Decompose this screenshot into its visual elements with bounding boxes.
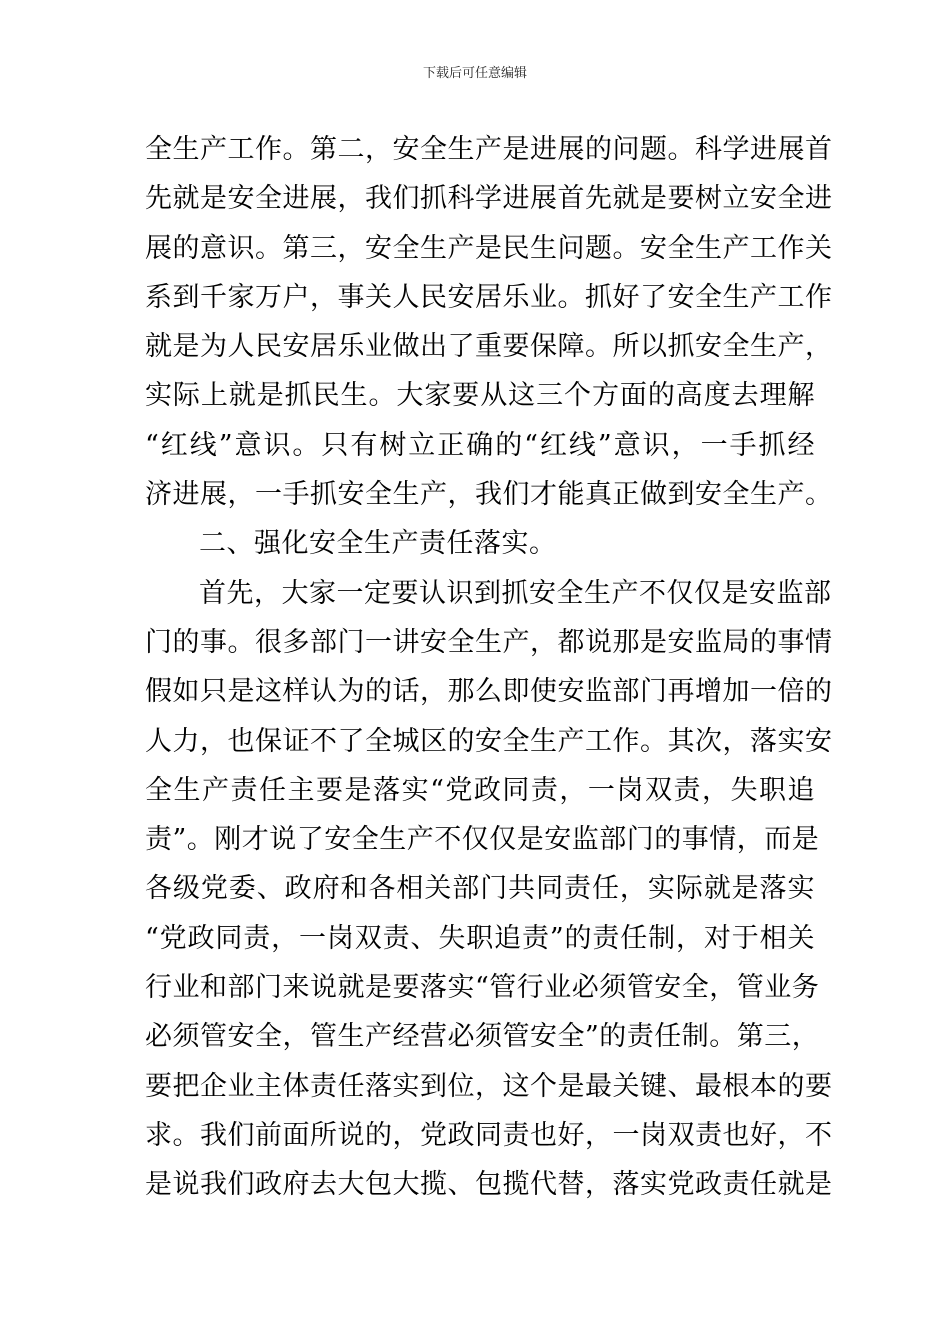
text-line: 要把企业主体责任落实到位，这个是最关键、最根本的要 xyxy=(145,1070,833,1102)
text-line: 就是为人民安居乐业做出了重要保障。所以抓安全生产， xyxy=(145,331,833,363)
text-line: 展的意识。第三，安全生产是民生问题。安全生产工作关 xyxy=(145,232,833,264)
text-line: 责”。刚才说了安全生产不仅仅是安监部门的事情，而是 xyxy=(145,824,820,856)
text-line: “红线”意识。只有树立正确的“红线”意识，一手抓经 xyxy=(145,429,815,461)
text-line: 全生产工作。第二，安全生产是进展的问题。科学进展首 xyxy=(145,134,833,165)
text-line: 门的事。很多部门一讲安全生产，都说那是安监局的事情 xyxy=(145,626,833,658)
text-line: 济进展，一手抓安全生产，我们才能真正做到安全生产。 xyxy=(145,479,833,511)
text-line: 首先，大家一定要认识到抓安全生产不仅仅是安监部 xyxy=(199,577,832,609)
text-line: 全生产责任主要是落实“党政同责，一岗双责，失职追 xyxy=(145,774,815,806)
document-body xyxy=(145,125,833,1210)
text-line: “党政同责，一岗双责、失职追责”的责任制，对于相关 xyxy=(145,922,815,954)
text-line: 系到千家万户，事关人民安居乐业。抓好了安全生产工作 xyxy=(145,281,833,313)
section-heading: 二、强化安全生产责任落实。 xyxy=(199,528,557,560)
text-line: 各级党委、政府和各相关部门共同责任，实际就是落实 xyxy=(145,873,815,905)
text-line: 人力，也保证不了全城区的安全生产工作。其次，落实安 xyxy=(145,725,833,757)
text-line: 实际上就是抓民生。大家要从这三个方面的高度去理解 xyxy=(145,380,815,412)
page-header: 下载后可任意编辑 xyxy=(422,66,527,81)
text-line: 是说我们政府去大包大揽、包揽代替，落实党政责任就是 xyxy=(145,1169,833,1201)
text-line: 求。我们前面所说的，党政同责也好，一岗双责也好，不 xyxy=(145,1119,833,1151)
text-line: 假如只是这样认为的话，那么即使安监部门再增加一倍的 xyxy=(145,676,833,708)
text-line: 行业和部门来说就是要落实“管行业必须管安全，管业务 xyxy=(145,972,820,1004)
text-line: 先就是安全进展，我们抓科学进展首先就是要树立安全进 xyxy=(145,183,833,215)
text-line: 必须管安全，管生产经营必须管安全”的责任制。第三， xyxy=(145,1021,820,1053)
